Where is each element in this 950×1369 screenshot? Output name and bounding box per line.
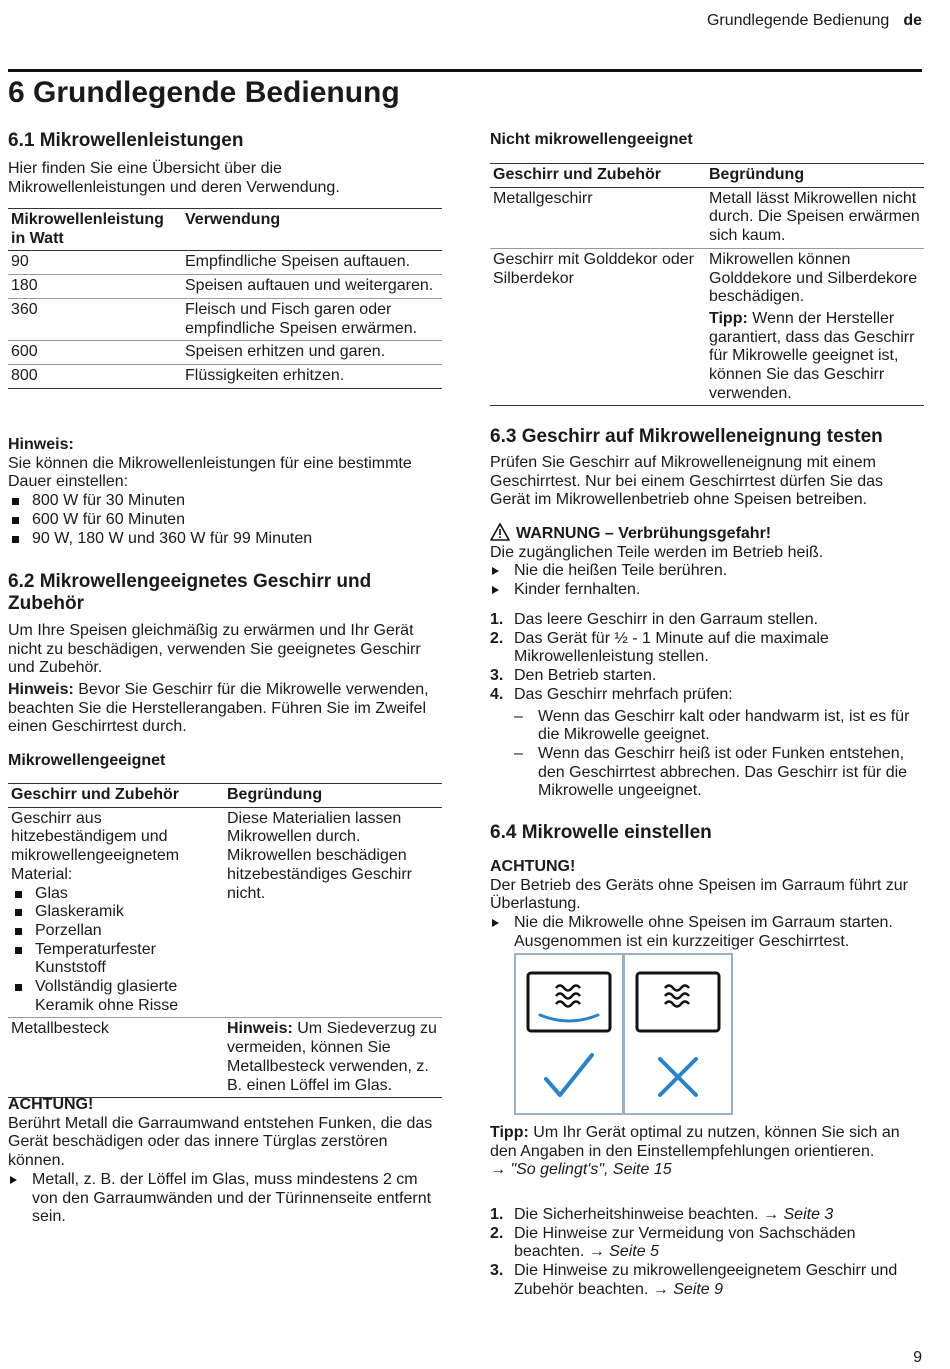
setup-steps bbox=[490, 1206, 924, 1300]
section-6-4-title: 6.4 Mikrowelle einstellen bbox=[490, 822, 712, 843]
table-row bbox=[8, 807, 442, 1018]
note-text: Bevor Sie Geschirr für die Mikrowelle verwenden, beachten Sie die Herstellerangaben. Führen Sie im Zweifel einen Geschirrtest durch. bbox=[8, 681, 429, 736]
power-value: 800 bbox=[8, 364, 182, 388]
item-cell: Metallgeschirr bbox=[490, 187, 706, 248]
usage-value: Empfindliche Speisen auftauen. bbox=[182, 251, 442, 275]
tip-body: Um Ihr Gerät optimal zu nutzen, können Sie sich an den Angaben in den Einstellempfehlungen orientieren. bbox=[490, 1124, 900, 1160]
unsuitable-table-header bbox=[490, 164, 924, 188]
item-text: Geschirr aus hitzebeständigem und mikrowellengeeignetem Material: bbox=[11, 809, 180, 883]
warning-triangle-icon bbox=[490, 523, 510, 541]
table-row bbox=[8, 1018, 442, 1098]
section-6-1-intro: Hier finden Sie eine Übersicht über die Mikrowellenleistungen und deren Verwendung. bbox=[8, 160, 340, 196]
item-cell: Geschirr mit Golddekor oder Silberdekor bbox=[490, 248, 706, 406]
metal-caution bbox=[8, 1096, 442, 1227]
usage-value: Speisen erhitzen und garen. bbox=[182, 341, 442, 365]
reason-cell bbox=[224, 1018, 442, 1098]
table-row bbox=[490, 248, 924, 406]
step-text: Die Sicherheitshinweise beachten. bbox=[514, 1206, 759, 1223]
power-value: 600 bbox=[8, 341, 182, 365]
section-6-1-title: 6.1 Mikrowellenleistungen bbox=[8, 130, 244, 151]
reason-col-header: Begründung bbox=[706, 164, 924, 188]
power-value: 360 bbox=[8, 298, 182, 340]
step-text: Die Hinweise zur Vermeidung von Sachschäden beachten. bbox=[514, 1224, 856, 1261]
warning-text: Die zugänglichen Teile werden im Betrieb heiß. bbox=[490, 543, 824, 561]
table-row bbox=[490, 187, 924, 248]
tip-text bbox=[490, 1124, 924, 1161]
caution-list bbox=[8, 1171, 442, 1227]
section-6-2-title: 6.2 Mikrowellengeeignetes Geschirr und Zubehör bbox=[8, 571, 372, 614]
list-item: 4. Das Geschirr mehrfach prüfen: – Wenn das Geschirr kalt oder handwarm ist, ist es für die Mikrowelle geeignet. – Wenn das Geschirr heiß ist oder Funken entstehen, den Geschirrtest abbrechen. Das Geschirr ist für die Mikrowelle ungeeignet. bbox=[490, 686, 924, 801]
tip-reference: → "So gelingt's", Seite 15 bbox=[490, 1161, 672, 1179]
header-lang: de bbox=[903, 12, 922, 29]
power-col-header: Mikrowellenleistung in Watt bbox=[8, 209, 182, 251]
list-item: Porzellan bbox=[11, 922, 221, 941]
illustration-with-food bbox=[514, 953, 624, 1115]
overload-caution bbox=[490, 858, 924, 952]
list-item: 2. Das Gerät für ½ - 1 Minute auf die maximale Mikrowellenleistung stellen. bbox=[490, 629, 829, 666]
table-row bbox=[8, 364, 442, 388]
list-item: 2. Die Hinweise zur Vermeidung von Sachschäden beachten. → Seite 5 bbox=[490, 1224, 856, 1261]
list-item: 1. Das leere Geschirr in den Garraum stellen. bbox=[490, 611, 819, 628]
reason-cell bbox=[706, 248, 924, 406]
chapter-title: 6 Grundlegende Bedienung bbox=[8, 76, 400, 109]
reason-cell: Metall lässt Mikrowellen nicht durch. Die Speisen erwärmen sich kaum. bbox=[706, 187, 924, 248]
list-item: 1. Die Sicherheitshinweise beachten. → Seite 3 bbox=[490, 1206, 834, 1223]
page-reference: → Seite 5 bbox=[588, 1243, 659, 1261]
duration-list bbox=[8, 492, 442, 548]
settings-tip bbox=[490, 1124, 924, 1180]
page-reference: → Seite 3 bbox=[763, 1206, 834, 1223]
table-row bbox=[8, 251, 442, 275]
caution-text: Berührt Metall die Garraumwand entstehen Funken, die das Gerät beschädigen oder das innere Türglas zerstören können. bbox=[8, 1114, 433, 1170]
warning-label: WARNUNG – Verbrühungsgefahr! bbox=[516, 525, 772, 542]
suitable-table bbox=[8, 783, 442, 1098]
item-col-header: Geschirr und Zubehör bbox=[8, 784, 224, 808]
list-item: Nie die heißen Teile berühren. bbox=[490, 562, 924, 581]
suitable-table-header bbox=[8, 784, 442, 808]
table-row bbox=[8, 275, 442, 299]
list-item: – Wenn das Geschirr heiß ist oder Funken entstehen, den Geschirrtest abbrechen. Das Geschirr ist für die Mikrowelle ungeeignet. bbox=[490, 745, 924, 801]
reason-col-header: Begründung bbox=[224, 784, 442, 808]
note-label: Hinweis: bbox=[227, 1020, 293, 1038]
list-item: 800 W für 30 Minuten bbox=[8, 492, 442, 511]
power-table bbox=[8, 208, 442, 389]
list-item: 3. Die Hinweise zu mikrowellengeeignetem Geschirr und Zubehör beachten. → Seite 9 bbox=[490, 1262, 898, 1298]
header-rule bbox=[8, 69, 922, 72]
section-6-2-intro: Um Ihre Speisen gleichmäßig zu erwärmen und Ihr Gerät nicht zu beschädigen, verwenden Sie geeignetes Geschirr und Zubehör. bbox=[8, 622, 421, 677]
table-row bbox=[8, 298, 442, 340]
running-header bbox=[707, 12, 922, 30]
section-6-3-title: 6.3 Geschirr auf Mikrowelleneignung testen bbox=[490, 426, 883, 447]
power-note bbox=[8, 436, 442, 548]
power-value: 180 bbox=[8, 275, 182, 299]
list-item: – Wenn das Geschirr kalt oder handwarm ist, ist es für die Mikrowelle geeignet. bbox=[490, 708, 924, 745]
usage-value: Fleisch und Fisch garen oder empfindliche Speisen erwärmen. bbox=[182, 298, 442, 340]
reason-cell: Diese Materialien lassen Mikrowellen durch. Mikrowellen beschädigen hitzebeständiges Geschirr nicht. bbox=[224, 807, 442, 1018]
page-number: 9 bbox=[913, 1349, 922, 1366]
item-cell: Metallbesteck bbox=[8, 1018, 224, 1098]
sub-steps bbox=[490, 708, 924, 802]
list-item: 90 W, 180 W und 360 W für 99 Minuten bbox=[8, 530, 442, 549]
illustration-empty bbox=[623, 953, 733, 1115]
power-value: 90 bbox=[8, 251, 182, 275]
usage-col-header: Verwendung bbox=[182, 209, 442, 251]
caution-list bbox=[490, 914, 924, 951]
test-steps bbox=[490, 611, 924, 801]
list-item: Vollständig glasierte Keramik ohne Risse bbox=[11, 978, 221, 1015]
step-text: Das Geschirr mehrfach prüfen: bbox=[514, 685, 733, 703]
unsuitable-table bbox=[490, 163, 924, 406]
note-label: Hinweis: bbox=[8, 681, 74, 698]
materials-list bbox=[11, 885, 221, 1016]
tip-text bbox=[709, 310, 921, 404]
section-6-3-intro: Prüfen Sie Geschirr auf Mikrowelleneignung mit einem Geschirrtest. Nur bei einem Geschirrtest dürfen Sie das Gerät im Mikrowellenbetrieb ohne Speisen betreiben. bbox=[490, 454, 884, 509]
unsuitable-heading: Nicht mikrowellengeeignet bbox=[490, 131, 693, 148]
reason-text: Mikrowellen können Golddekore und Silberdekore beschädigen. bbox=[709, 250, 918, 306]
step-text: Das leere Geschirr in den Garraum stellen. bbox=[514, 611, 819, 628]
list-item: Glaskeramik bbox=[11, 903, 221, 922]
note-label: Hinweis: bbox=[8, 436, 74, 453]
checkmark-icon bbox=[542, 1051, 596, 1101]
tip-label: Tipp: bbox=[709, 309, 748, 327]
list-item: Metall, z. B. der Löffel im Glas, muss mindestens 2 cm von den Garraumwänden und der Türinnenseite entfernt sein. bbox=[8, 1171, 442, 1227]
item-col-header: Geschirr und Zubehör bbox=[490, 164, 706, 188]
usage-value: Flüssigkeiten erhitzen. bbox=[182, 364, 442, 388]
warning-heading bbox=[490, 523, 924, 544]
reason-text: Um Siedeverzug zu vermeiden, können Sie Metallbesteck verwenden, z. B. einen Löffel im Glas. bbox=[227, 1020, 437, 1094]
suitable-heading: Mikrowellengeeignet bbox=[8, 752, 166, 769]
scald-warning bbox=[490, 523, 924, 600]
header-section: Grundlegende Bedienung bbox=[706, 12, 890, 29]
list-item: Kinder fernhalten. bbox=[490, 581, 924, 600]
step-text: Die Hinweise zu mikrowellengeeignetem Geschirr und Zubehör beachten. bbox=[514, 1262, 898, 1298]
cross-icon bbox=[656, 1055, 700, 1099]
list-item: 3. Den Betrieb starten. bbox=[490, 667, 657, 685]
caution-label: ACHTUNG! bbox=[490, 858, 576, 875]
list-item: Temperaturfester Kunststoff bbox=[11, 941, 221, 978]
tip-body: Wenn der Hersteller garantiert, dass das Geschirr für Mikrowelle geeignet ist, können Sie das Geschirr verwenden. bbox=[709, 309, 915, 402]
page-reference: → Seite 9 bbox=[652, 1280, 724, 1298]
list-item: Glas bbox=[11, 885, 221, 904]
power-table-header bbox=[8, 209, 442, 251]
caution-label: ACHTUNG! bbox=[8, 1096, 94, 1113]
item-cell bbox=[8, 807, 224, 1018]
step-text: Das Gerät für ½ - 1 Minute auf die maximale Mikrowellenleistung stellen. bbox=[514, 629, 829, 666]
section-6-2-note bbox=[8, 681, 442, 737]
list-item: Nie die Mikrowelle ohne Speisen im Garraum starten. Ausgenommen ist ein kurzzeitiger Geschirrtest. bbox=[490, 914, 924, 951]
table-row bbox=[8, 341, 442, 365]
usage-value: Speisen auftauen und weitergaren. bbox=[182, 275, 442, 299]
step-text: Den Betrieb starten. bbox=[514, 667, 657, 685]
list-item: 600 W für 60 Minuten bbox=[8, 511, 442, 530]
note-text: Sie können die Mikrowellenleistungen für eine bestimmte Dauer einstellen: bbox=[8, 454, 412, 491]
caution-text: Der Betrieb des Geräts ohne Speisen im Garraum führt zur Überlastung. bbox=[490, 876, 908, 913]
warning-list bbox=[490, 562, 924, 599]
tip-label: Tipp: bbox=[490, 1124, 529, 1141]
